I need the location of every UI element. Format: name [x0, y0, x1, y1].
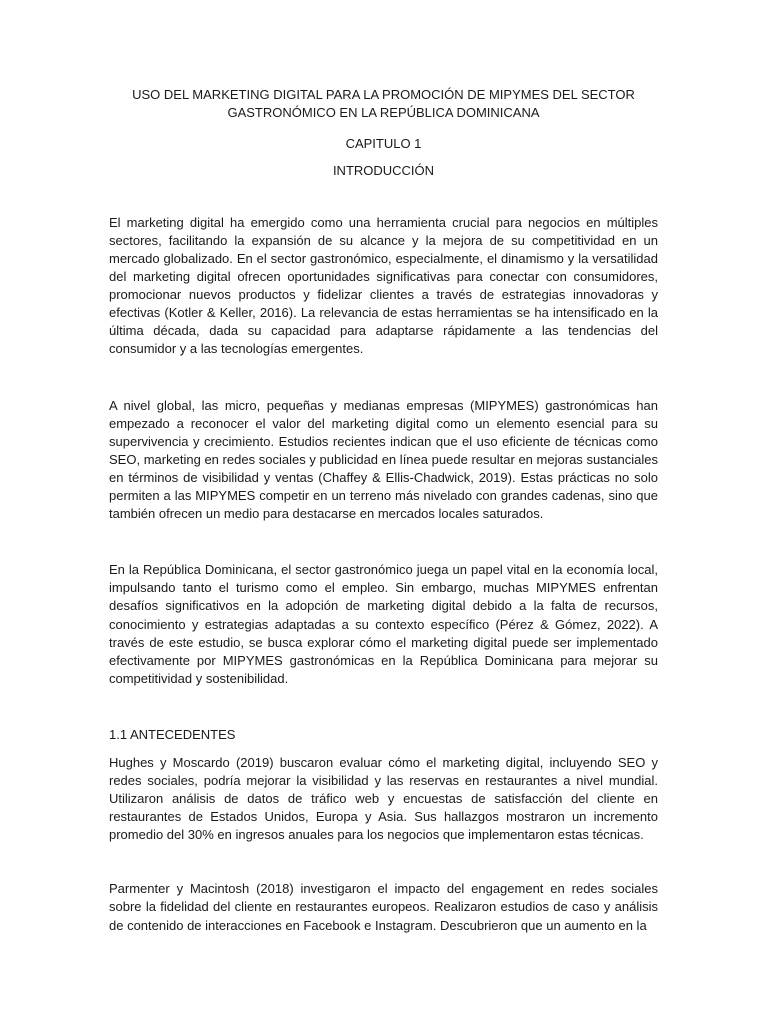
chapter-title: INTRODUCCIÓN: [332, 162, 435, 178]
intro-paragraph-2: A nivel global, las micro, pequeñas y medianas empresas (MIPYMES) gastronómicas han empezado a reconocer el valor del marketing digital como un elemento esencial para su supervivencia y crecimiento. Estudios recientes indican que el uso eficiente de técnicas como SEO, marketing en redes sociales y publicidad en línea puede resultar en mejoras sustanciales en términos de visibilidad y ventas (Chaffey & Ellis-Chadwick, 2019). Estas prácticas no solo permiten a las MIPYMES competir en un terreno más nivelado con grandes cadenas, sino que también ofrecen un medio para destacarse en mercados locales saturados.: [109, 397, 658, 522]
antecedentes-paragraph-1: Hughes y Moscardo (2019) buscaron evaluar cómo el marketing digital, incluyendo SEO y redes sociales, podría mejorar la visibilidad y las reservas en restaurantes a nivel mundial. Utilizaron análisis de datos de tráfico web y encuestas de satisfacción del cliente en restaurantes de Estados Unidos, Europa y Asia. Sus hallazgos mostraron un incremento promedio del 30% en ingresos anuales para los negocios que implementaron estas técnicas.: [109, 754, 658, 843]
chapter-label: CAPITULO 1: [345, 135, 422, 151]
title-line-1: USO DEL MARKETING DIGITAL PARA LA PROMOCIÓN DE MIPYMES DEL SECTOR: [132, 87, 635, 102]
section-heading: 1.1 ANTECEDENTES: [109, 726, 236, 742]
antecedentes-paragraph-2: Parmenter y Macintosh (2018) investigaron el impacto del engagement en redes sociales sobre la fidelidad del cliente en restaurantes europeos. Realizaron estudios de caso y análisis de contenido de interacciones en Facebook e Instagram. Descubrieron que un aumento en la: [109, 881, 658, 933]
document-title: [109, 86, 658, 123]
intro-paragraph-3: En la República Dominicana, el sector gastronómico juega un papel vital en la economía local, impulsando tanto el turismo como el empleo. Sin embargo, muchas MIPYMES enfrentan desafíos significativos en la adopción de marketing digital debido a la falta de recursos, conocimiento y estrategias adaptadas a su contexto específico (Pérez & Gómez, 2022). A través de este estudio, se busca explorar cómo el marketing digital puede ser implementado efectivamente por MIPYMES gastronómicas en la República Dominicana para mejorar su competitividad y sostenibilidad.: [109, 562, 658, 686]
intro-paragraph-1: El marketing digital ha emergido como una herramienta crucial para negocios en múltiples sectores, facilitando la expansión de su alcance y la mejora de su competitividad en un mercado globalizado. En el sector gastronómico, especialmente, el dinamismo y la versatilidad del marketing digital ofrecen oportunidades significativas para conectar con consumidores, promocionar nuevos productos y fidelizar clientes a través de estrategias innovadoras y efectivas (Kotler & Keller, 2016). La relevancia de estas herramientas se ha intensificado en la última década, dada su capacidad para adaptarse rápidamente a las tendencias del consumidor y a las tecnologías emergentes.: [109, 214, 658, 357]
title-line-2: GASTRONÓMICO EN LA REPÚBLICA DOMINICANA: [227, 105, 540, 121]
